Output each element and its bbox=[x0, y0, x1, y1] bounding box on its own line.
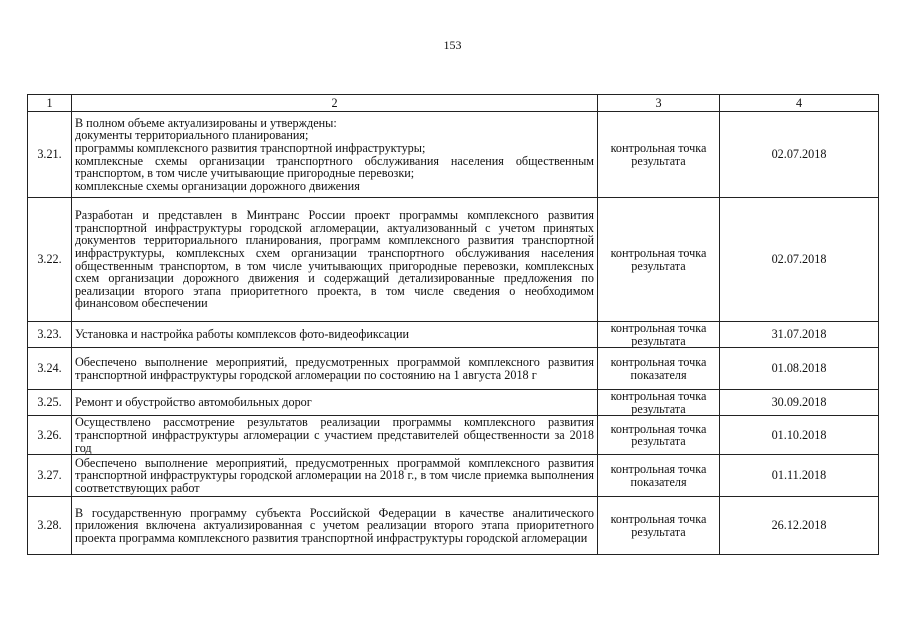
deadline-date: 02.07.2018 bbox=[720, 112, 879, 198]
row-number: 3.24. bbox=[28, 348, 72, 390]
description-line: комплексные схемы организации транспортного обслуживания населения общественным транспортом, в том числе учитывающие пригородные перевозки; bbox=[75, 153, 594, 181]
description-line: программы комплексного развития транспортной инфраструктуры; bbox=[75, 140, 426, 155]
description-line: Ремонт и обустройство автомобильных дорог bbox=[75, 395, 312, 410]
description-line: комплексные схемы организации дорожного движения bbox=[75, 178, 360, 193]
control-point-type: контрольная точка результата bbox=[598, 322, 720, 348]
table-header-row bbox=[28, 95, 879, 112]
row-number: 3.25. bbox=[28, 390, 72, 416]
row-description bbox=[72, 390, 598, 416]
column-header: 1 bbox=[28, 95, 72, 112]
table-row bbox=[28, 390, 879, 416]
description-line: В государственную программу субъекта Российской Федерации в качестве аналитического приложения включена актуализированная с учетом реализации второго этапа приоритетного проекта программа комплексного развития транспортной инфраструктуры городской агломерации bbox=[75, 505, 594, 545]
row-number: 3.21. bbox=[28, 112, 72, 198]
table-row bbox=[28, 112, 879, 198]
row-number: 3.23. bbox=[28, 322, 72, 348]
control-point-type: контрольная точка результата bbox=[598, 112, 720, 198]
deadline-date: 31.07.2018 bbox=[720, 322, 879, 348]
table-row bbox=[28, 198, 879, 322]
deadline-date: 30.09.2018 bbox=[720, 390, 879, 416]
deadline-date: 01.10.2018 bbox=[720, 416, 879, 455]
row-number: 3.28. bbox=[28, 497, 72, 555]
row-description bbox=[72, 455, 598, 497]
deadline-date: 02.07.2018 bbox=[720, 198, 879, 322]
description-line: Обеспечено выполнение мероприятий, предусмотренных программой комплексного развития транспортной инфраструктуры городской агломерации по состоянию на 1 августа 2018 г bbox=[75, 355, 594, 382]
control-point-type: контрольная точка результата bbox=[598, 390, 720, 416]
row-description bbox=[72, 497, 598, 555]
row-description bbox=[72, 348, 598, 390]
description-line: Осуществлено рассмотрение результатов реализации программы комплексного развития транспортной инфраструктуры агломерации с участием представителей общественности за 2018 год bbox=[75, 415, 594, 455]
deadline-date: 01.08.2018 bbox=[720, 348, 879, 390]
row-number: 3.22. bbox=[28, 198, 72, 322]
row-description bbox=[72, 112, 598, 198]
control-point-type: контрольная точка результата bbox=[598, 198, 720, 322]
description-line: Обеспечено выполнение мероприятий, предусмотренных программой комплексного развития транспортной инфраструктуры городской агломерации на 2018 г., в том числе приемка выполнения соответствующих работ bbox=[75, 455, 594, 495]
description-line: Разработан и представлен в Минтранс России проект программы комплексного развития транспортной инфраструктуры городской агломерации, актуализованный с учетом принятых документов территориального планирования, программ комплексного развития транспортной инфраструктуры, комплексных схем организации транспортного обслуживания населения общественным транспортом, в том числе учитывающих пригородные перевозки, комплексных схем организации дорожного движения и содержащий детализированные предложения по реализации второго этапа приоритетного проекта, в том числе сведения о необходимом финансовом обеспечении bbox=[75, 208, 594, 311]
column-header: 3 bbox=[598, 95, 720, 112]
control-point-type: контрольная точка результата bbox=[598, 416, 720, 455]
page-number: 153 bbox=[443, 38, 462, 52]
table-row bbox=[28, 322, 879, 348]
table-row bbox=[28, 497, 879, 555]
control-points-table bbox=[27, 94, 879, 555]
row-description bbox=[72, 198, 598, 322]
description-line: В полном объеме актуализированы и утверждены: bbox=[75, 115, 337, 130]
table-row bbox=[28, 348, 879, 390]
column-header: 2 bbox=[72, 95, 598, 112]
row-description bbox=[72, 322, 598, 348]
column-header: 4 bbox=[720, 95, 879, 112]
deadline-date: 01.11.2018 bbox=[720, 455, 879, 497]
control-point-type: контрольная точка показателя bbox=[598, 348, 720, 390]
table-row bbox=[28, 416, 879, 455]
control-point-type: контрольная точка показателя bbox=[598, 455, 720, 497]
row-number: 3.27. bbox=[28, 455, 72, 497]
row-number: 3.26. bbox=[28, 416, 72, 455]
deadline-date: 26.12.2018 bbox=[720, 497, 879, 555]
description-line: Установка и настройка работы комплексов фото-видеофиксации bbox=[75, 327, 410, 342]
table-row bbox=[28, 455, 879, 497]
description-line: документы территориального планирования; bbox=[75, 128, 309, 143]
control-point-type: контрольная точка результата bbox=[598, 497, 720, 555]
row-description bbox=[72, 416, 598, 455]
